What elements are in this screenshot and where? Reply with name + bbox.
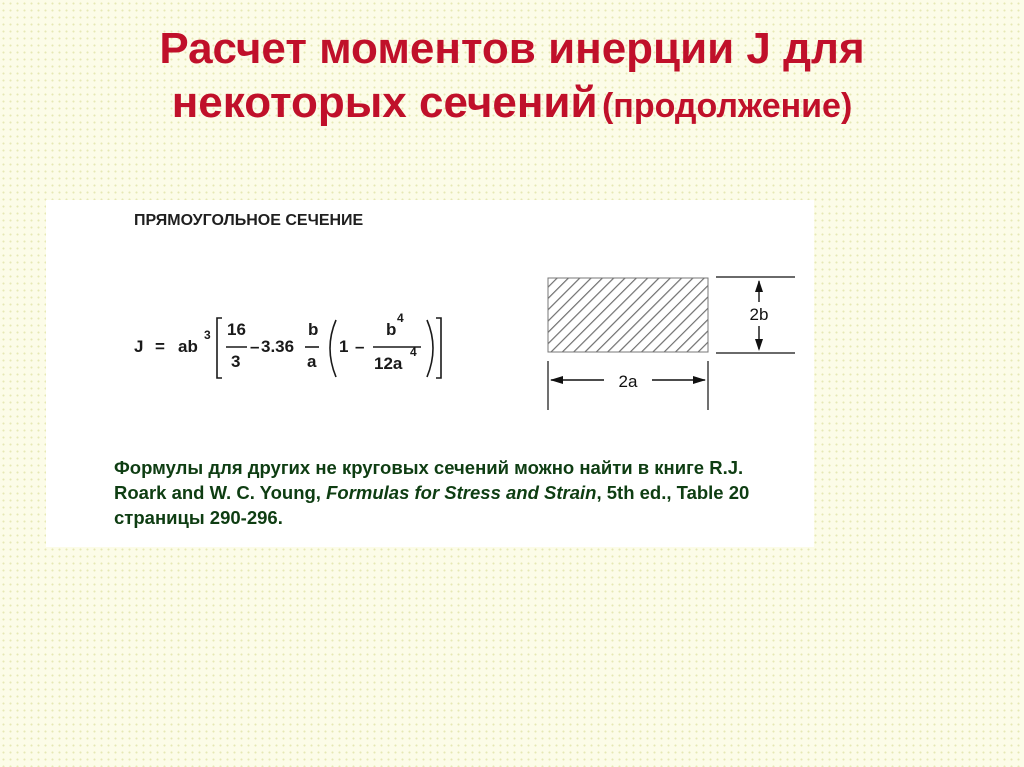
- formula-num16: 16: [227, 320, 246, 339]
- height-label: 2b: [749, 305, 769, 324]
- slide-title-line2-main: некоторых сечений: [171, 78, 598, 127]
- formula-exp4a: 4: [397, 311, 404, 325]
- formula-equals: =: [155, 337, 165, 356]
- formula-exp4b: 4: [410, 345, 417, 359]
- formula-num-b: b: [308, 320, 319, 339]
- width-label: 2a: [618, 372, 638, 391]
- section-heading: ПРЯМОУГОЛЬНОЕ СЕЧЕНИЕ: [134, 212, 364, 229]
- slide-title-line2-sub: (продолжение): [601, 87, 853, 125]
- formula-exp3: 3: [204, 328, 211, 342]
- formula-den3: 3: [231, 352, 241, 371]
- reference-note: [114, 455, 794, 530]
- slide-title: [0, 22, 1024, 140]
- formula-den-a: a: [307, 352, 317, 371]
- note-text-2: , 5th ed., Table 20 страницы 290-296.: [114, 482, 750, 528]
- note-text-1: Формулы для других не круговых сечений можно найти в книге R.J. Roark and W. C. Young,: [114, 457, 744, 503]
- formula-ab: ab: [178, 337, 198, 356]
- formula-lhs: J: [134, 337, 144, 356]
- formula-num-b4: b: [386, 320, 397, 339]
- slide-title-line1: Расчет моментов инерции J для: [159, 24, 865, 73]
- formula-minus2: –: [355, 337, 365, 356]
- hatched-rectangle: [548, 278, 708, 352]
- content-panel: [46, 200, 814, 547]
- formula-coef: 3.36: [261, 337, 295, 356]
- formula-one: 1: [339, 337, 349, 356]
- note-book-title: Formulas for Stress and Strain: [326, 482, 597, 503]
- formula-minus1: –: [250, 337, 260, 356]
- formula-den-12a: 12a: [374, 354, 403, 373]
